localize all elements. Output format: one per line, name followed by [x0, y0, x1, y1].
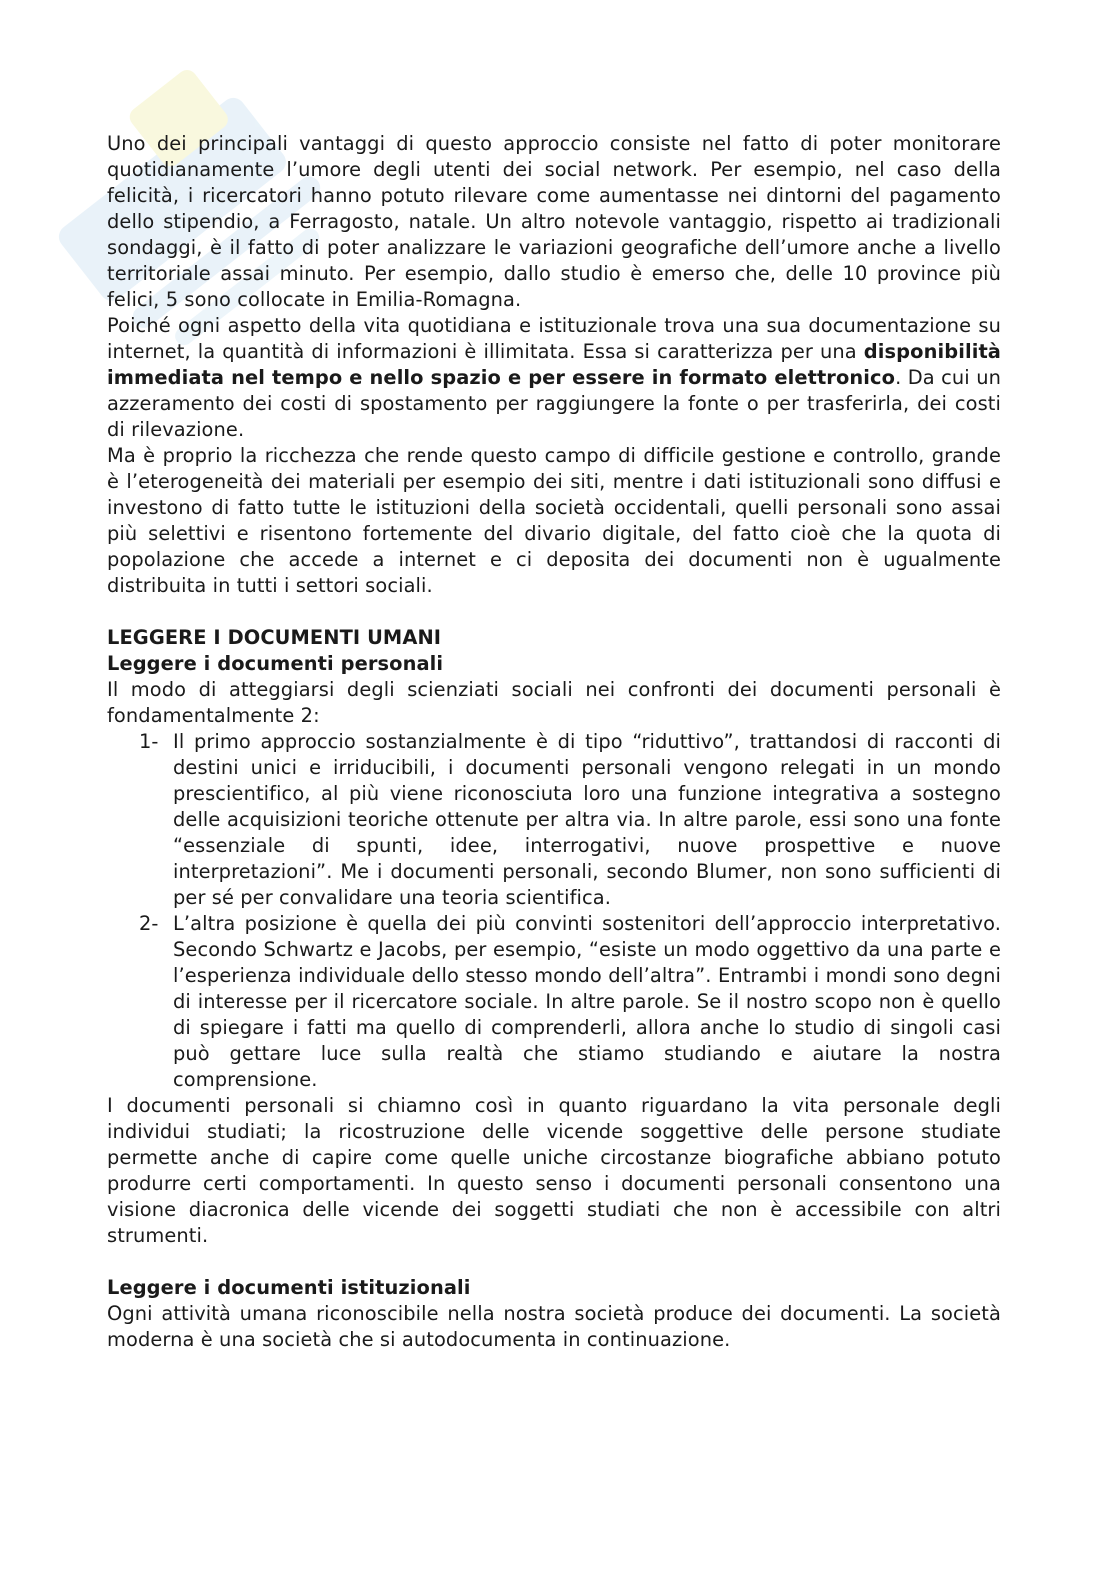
list-item-number: 2-	[139, 912, 159, 935]
paragraph-text: . Da cui un azzeramento dei costi di spostamento per raggiungere la fonte o per trasferirla, dei costi di rilevazione.	[107, 366, 1001, 441]
paragraph-internet-information	[107, 313, 1001, 443]
approaches-list	[107, 729, 1001, 1093]
list-item-text: Il primo approccio sostanzialmente è di tipo “riduttivo”, trattandosi di racconti di destini unici e irriducibili, i documenti personali vengono relegati in un mondo prescientifico, al più viene riconosciuta loro una funzione integrativa a sostegno delle acquisizioni teoriche ottenute per altra via. In altre parole, essi sono una fonte “essenziale di spunti, idee, interrogativi, nuove prospettive e nuove interpretazioni”. Me i documenti personali, secondo Blumer, non sono sufficienti di per sé per convalidare una teoria scientifica.	[173, 730, 1001, 909]
section-title: LEGGERE I DOCUMENTI UMANI	[107, 626, 442, 649]
paragraph-intro-personal: Il modo di atteggiarsi degli scienziati sociali nei confronti dei documenti personali è fondamentalmente 2:	[107, 678, 1001, 727]
list-item-text: L’altra posizione è quella dei più convinti sostenitori dell’approccio interpretativo. Secondo Schwartz e Jacobs, per esempio, “esiste un modo oggettivo da una parte e l’esperienza individuale dello stesso mondo dell’altra”. Entrambi i mondi sono degni di interesse per il ricercatore sociale. In altre parole. Se il nostro scopo non è quello di spiegare i fatti ma quello di comprenderli, allora anche lo studio di singoli casi può gettare luce sulla realtà che stiamo studiando e aiutare la nostra comprensione.	[173, 912, 1001, 1091]
document-page	[107, 131, 1001, 1353]
list-item-number: 1-	[139, 730, 159, 753]
paragraph-heterogeneity: Ma è proprio la ricchezza che rende questo campo di difficile gestione e controllo, grande è l’eterogeneità dei materiali per esempio dei siti, mentre i dati istituzionali sono diffusi e investono di fatto tutte le istituzioni della società occidentali, quelli personali sono assai più selettivi e risentono fortemente del divario digitale, del fatto cioè che la quota di popolazione che accede a internet e ci deposita dei documenti non è ugualmente distribuita in tutti i settori sociali.	[107, 444, 1001, 597]
list-item	[107, 729, 1001, 911]
subsection-title-institutional: Leggere i documenti istituzionali	[107, 1276, 471, 1299]
paragraph-personal-documents: I documenti personali si chiamno così in quanto riguardano la vita personale degli individui studiati; la ricostruzione delle vicende soggettive delle persone studiate permette anche di capire come quelle uniche circostanze biografiche abbiano potuto produrre certi comportamenti. In questo senso i documenti personali consentono una visione diacronica delle vicende dei soggetti studiati che non è accessibile con altri strumenti.	[107, 1094, 1001, 1247]
subsection-title-personal: Leggere i documenti personali	[107, 652, 444, 675]
paragraph-text: Poiché ogni aspetto della vita quotidiana e istituzionale trova una sua documentazione su internet, la quantità di informazioni è illimitata. Essa si caratterizza per una	[107, 314, 1001, 363]
list-item	[107, 911, 1001, 1093]
paragraph-institutional: Ogni attività umana riconoscibile nella nostra società produce dei documenti. La società moderna è una società che si autodocumenta in continuazione.	[107, 1302, 1001, 1351]
paragraph-social-network-mood: Uno dei principali vantaggi di questo approccio consiste nel fatto di poter monitorare quotidianamente l’umore degli utenti dei social network. Per esempio, nel caso della felicità, i ricercatori hanno potuto rilevare come aumentasse nei dintorni del pagamento dello stipendio, a Ferragosto, natale. Un altro notevole vantaggio, rispetto ai tradizionali sondaggi, è il fatto di poter analizzare le variazioni geografiche dell’umore anche a livello territoriale assai minuto. Per esempio, dallo studio è emerso che, delle 10 province più felici, 5 sono collocate in Emilia-Romagna.	[107, 132, 1001, 311]
bold-emphasis: disponibilità immediata nel tempo e nello spazio e per essere in formato elettronico	[107, 340, 1001, 389]
